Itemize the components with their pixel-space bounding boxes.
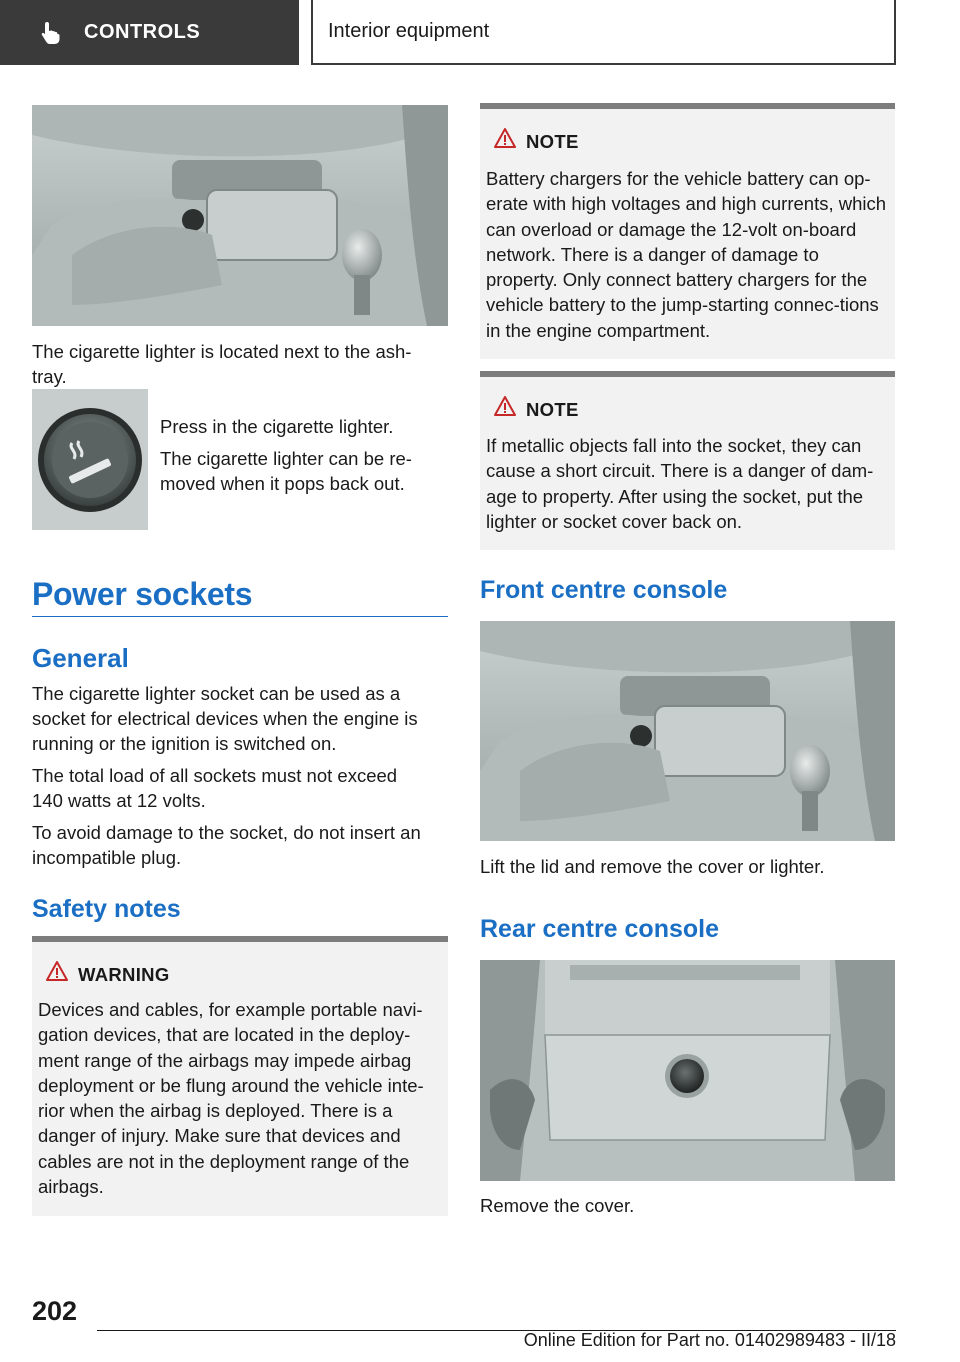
lighter-caption: The cigarette lighter is located next to the ash-tray. — [32, 341, 412, 387]
section-tab — [0, 0, 299, 65]
general-paragraph-2: The total load of all sockets must not exceed 140 watts at 12 volts. — [32, 765, 398, 811]
section-title: CONTROLS — [84, 21, 201, 43]
cigarette-lighter-icon — [32, 389, 148, 530]
note-box-socket — [480, 371, 895, 550]
warning-triangle-icon — [494, 395, 516, 417]
note-text: Battery chargers for the vehicle battery can op-erate with high voltages and high currents, which can overload or damage the 12-volt on-board network. There is a danger of damage to property. Only connect battery chargers for the vehicle battery to the jump-starting connec-tions in the engine compartment. — [486, 168, 887, 341]
front-console-caption: Lift the lid and remove the cover or lighter. — [480, 856, 825, 877]
warning-title: WARNING — [78, 964, 170, 985]
heading-safety-notes: Safety notes — [32, 895, 181, 923]
page-number: 202 — [32, 1296, 78, 1326]
lighter-step-1: Press in the cigarette lighter. — [160, 416, 394, 437]
lighter-step-2: The cigarette lighter can be re-moved when it pops back out. — [160, 448, 412, 494]
warning-triangle-icon — [46, 960, 68, 982]
warning-text: Devices and cables, for example portable navi-gation devices, that are located in the deploy-ment range of the airbags may impede airbag deployment or be flung around the vehicle inte-rior when the airbag is deployed. There is a danger of injury. Make sure that devices and cables are not in the deployment range of the airbags. — [38, 999, 424, 1198]
note-title: NOTE — [526, 131, 579, 152]
chapter-title: Interior equipment — [311, 0, 896, 65]
heading-front-centre-console: Front centre console — [480, 576, 728, 604]
note-title: NOTE — [526, 399, 579, 420]
rear-console-caption: Remove the cover. — [480, 1195, 635, 1216]
heading-power-sockets: Power sockets — [32, 576, 253, 612]
note-text: If metallic objects fall into the socket, they can cause a short circuit. There is a danger of dam-age to property. After using the socket, put the lighter or socket cover back on. — [486, 435, 874, 532]
warning-box — [32, 936, 448, 1216]
note-box-charger — [480, 103, 895, 359]
heading-general: General — [32, 643, 129, 673]
hand-pointer-icon — [38, 20, 64, 46]
heading-rule — [32, 616, 448, 617]
photo-ashtray-console — [32, 105, 448, 326]
photo-rear-centre-console — [480, 960, 895, 1181]
photo-front-centre-console — [480, 621, 895, 841]
warning-triangle-icon — [494, 127, 516, 149]
heading-rear-centre-console: Rear centre console — [480, 915, 719, 943]
general-paragraph-3: To avoid damage to the socket, do not insert an incompatible plug. — [32, 822, 421, 868]
general-paragraph-1: The cigarette lighter socket can be used as a socket for electrical devices when the engine is running or the ignition is switched on. — [32, 683, 418, 754]
footer-edition: Online Edition for Part no. 01402989483 - II/18 — [523, 1330, 896, 1350]
